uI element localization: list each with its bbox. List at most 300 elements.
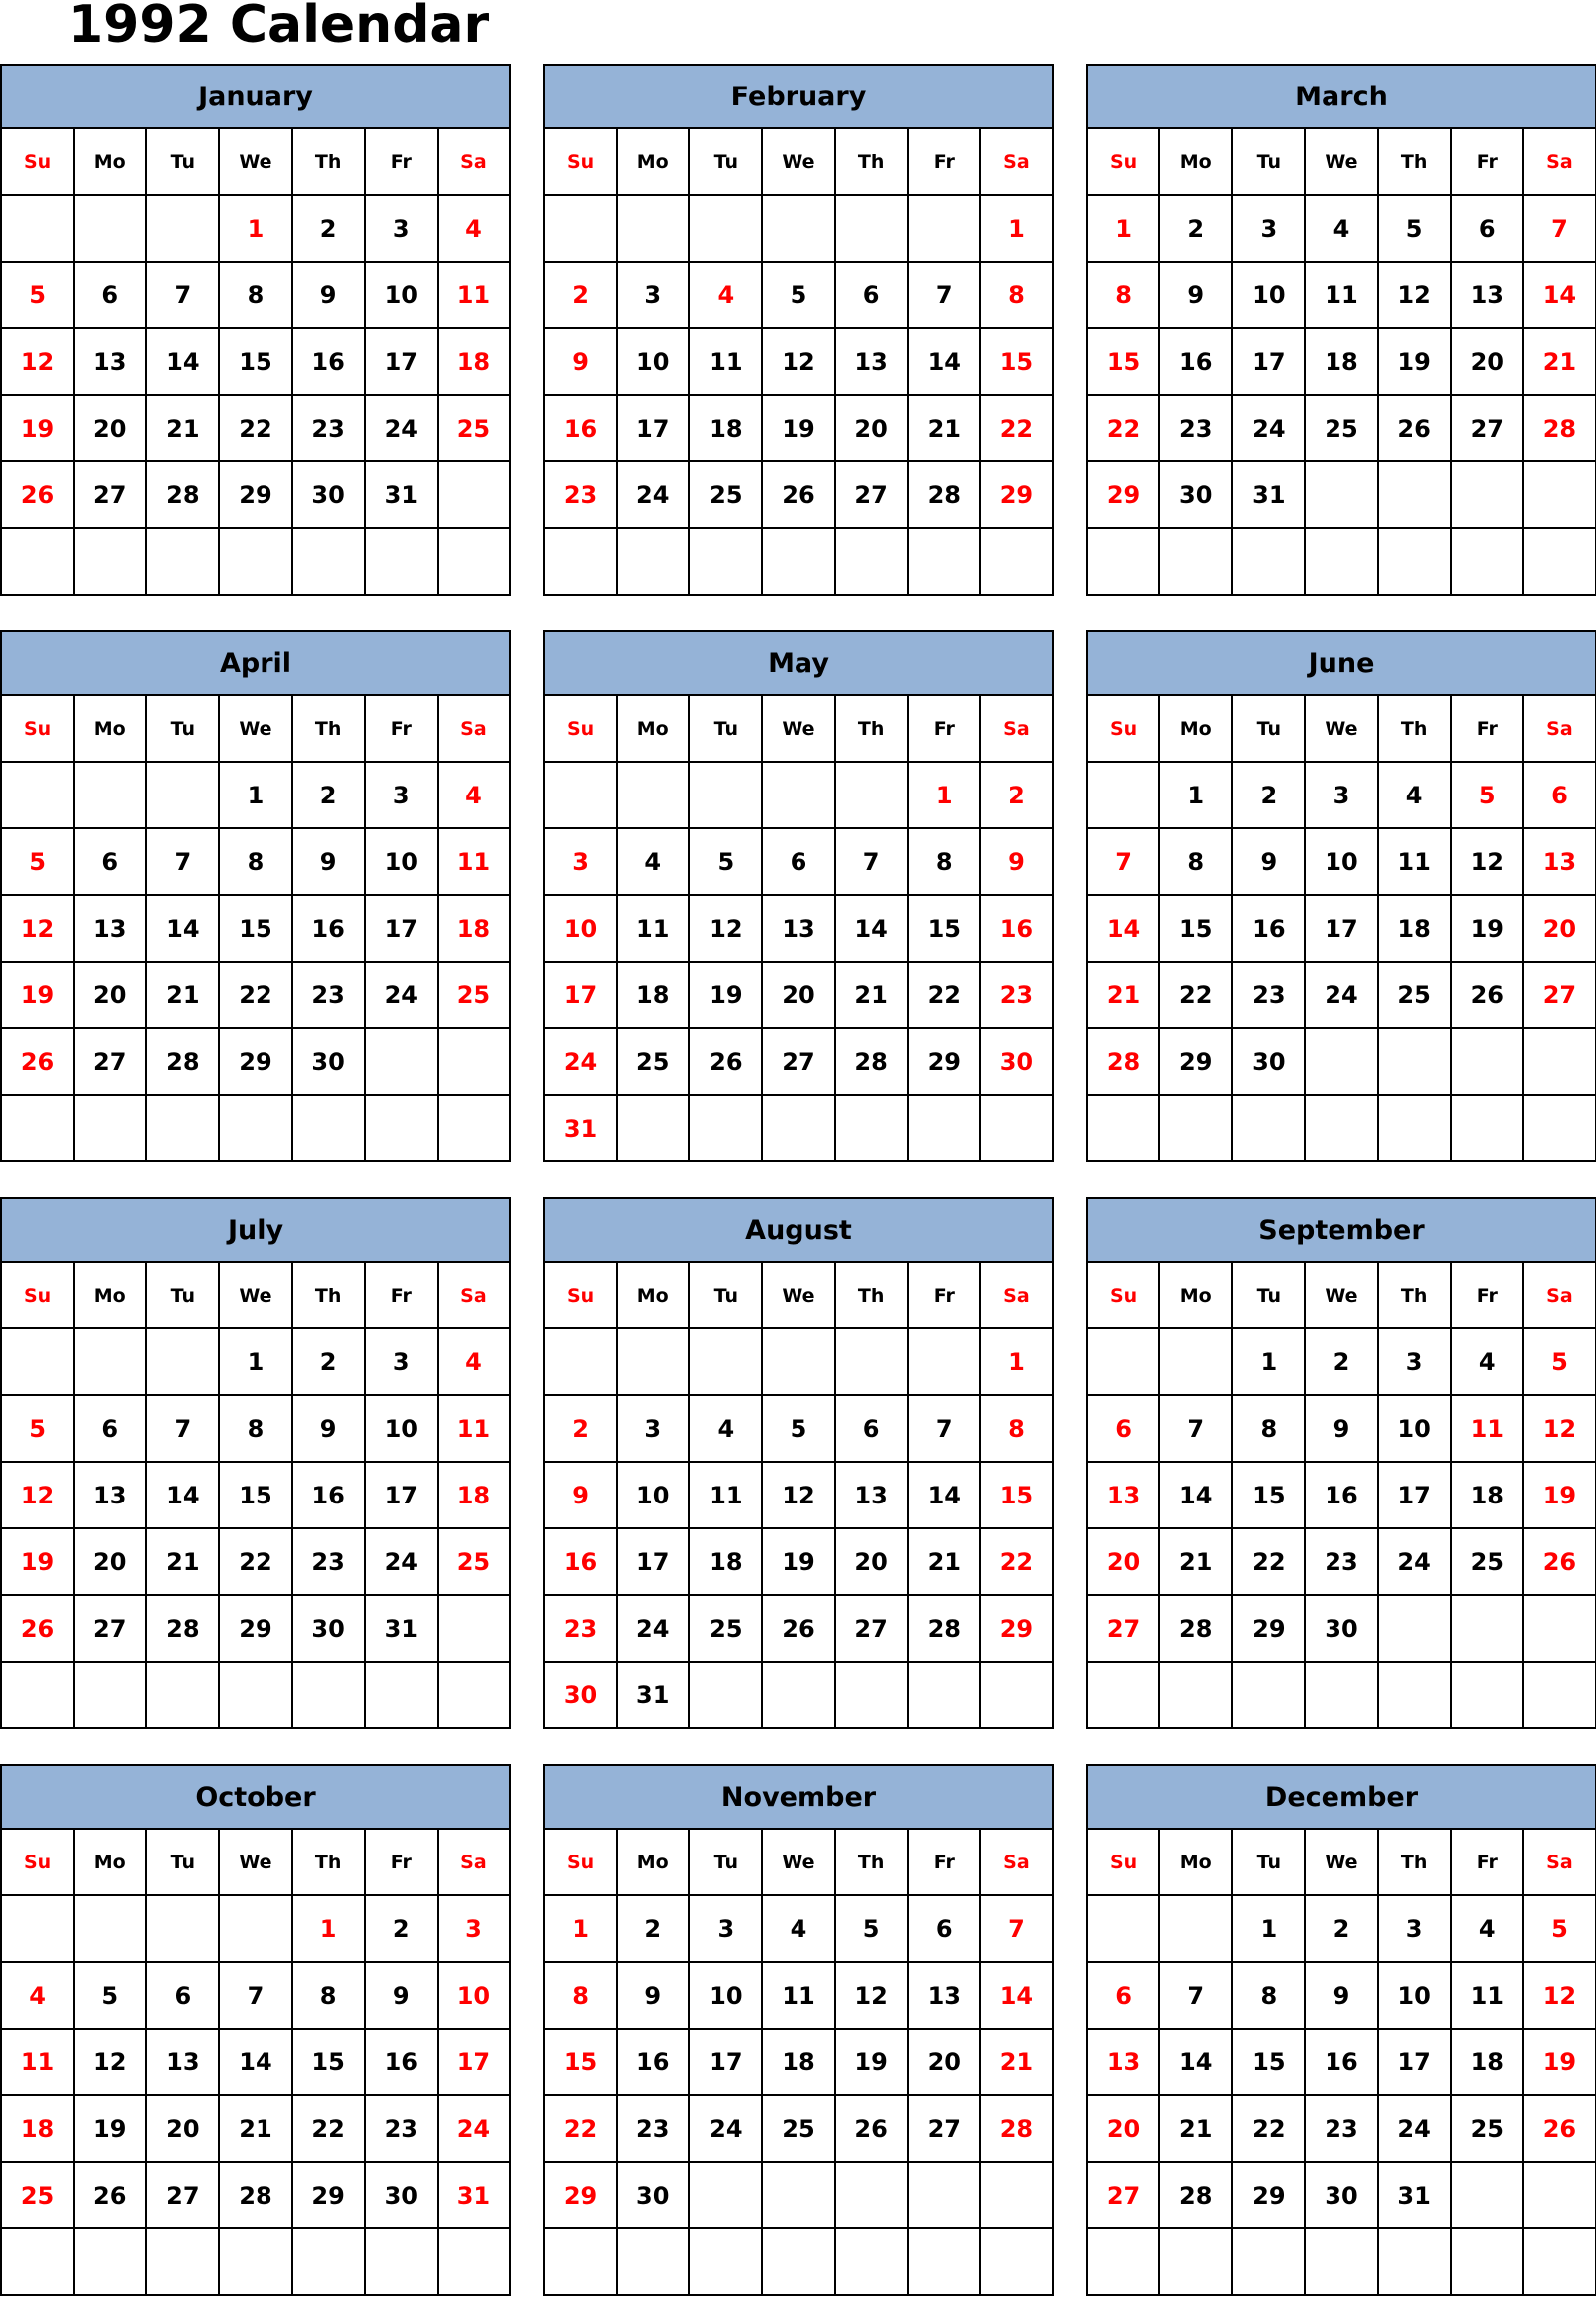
day-cell: 27	[1452, 396, 1524, 462]
weekday-header: Sa	[439, 1263, 511, 1329]
weekday-header: Su	[1088, 1830, 1160, 1896]
weekday-header: We	[763, 129, 835, 196]
day-cell: 3	[1379, 1896, 1452, 1963]
month-grid	[545, 129, 1054, 596]
empty-cell	[690, 1663, 763, 1729]
day-cell: 7	[147, 1396, 220, 1463]
month-may	[543, 630, 1054, 1162]
day-cell: 20	[1088, 1529, 1160, 1596]
empty-cell	[545, 1329, 618, 1396]
weekday-header: We	[220, 1830, 292, 1896]
month-december	[1086, 1764, 1596, 2296]
day-cell: 30	[1233, 1029, 1306, 1096]
day-cell: 14	[909, 329, 981, 396]
day-cell: 29	[545, 2163, 618, 2229]
day-cell: 8	[909, 829, 981, 896]
weekday-header: Fr	[1452, 1263, 1524, 1329]
empty-cell	[293, 529, 366, 596]
day-cell: 3	[1233, 196, 1306, 263]
empty-cell	[1233, 1096, 1306, 1162]
empty-cell	[981, 1663, 1054, 1729]
empty-cell	[1452, 462, 1524, 529]
day-cell: 13	[836, 329, 909, 396]
day-cell: 5	[1524, 1896, 1596, 1963]
day-cell: 3	[1379, 1329, 1452, 1396]
day-cell: 27	[836, 462, 909, 529]
day-cell: 4	[618, 829, 690, 896]
day-cell: 29	[981, 1596, 1054, 1663]
empty-cell	[1088, 2229, 1160, 2296]
day-cell: 17	[1379, 1463, 1452, 1529]
day-cell: 14	[147, 329, 220, 396]
day-cell: 14	[220, 2030, 292, 2096]
day-cell: 10	[366, 1396, 439, 1463]
weekday-header: Th	[1379, 696, 1452, 763]
day-cell: 31	[366, 1596, 439, 1663]
day-cell: 24	[618, 462, 690, 529]
empty-cell	[909, 1663, 981, 1729]
day-cell: 22	[981, 1529, 1054, 1596]
empty-cell	[1379, 462, 1452, 529]
day-cell: 1	[220, 1329, 292, 1396]
day-cell: 7	[1524, 196, 1596, 263]
day-cell: 28	[909, 462, 981, 529]
day-cell: 12	[1379, 263, 1452, 329]
month-november	[543, 1764, 1054, 2296]
empty-cell	[147, 1096, 220, 1162]
empty-cell	[1233, 529, 1306, 596]
empty-cell	[366, 1029, 439, 1096]
day-cell: 24	[366, 1529, 439, 1596]
empty-cell	[439, 1029, 511, 1096]
empty-cell	[836, 2163, 909, 2229]
day-cell: 20	[836, 1529, 909, 1596]
day-cell: 19	[1379, 329, 1452, 396]
day-cell: 1	[981, 196, 1054, 263]
day-cell: 18	[439, 329, 511, 396]
day-cell: 9	[293, 829, 366, 896]
empty-cell	[909, 196, 981, 263]
weekday-header: Mo	[618, 1263, 690, 1329]
day-cell: 2	[293, 1329, 366, 1396]
empty-cell	[1306, 1029, 1378, 1096]
month-grid	[545, 696, 1054, 1162]
day-cell: 18	[439, 1463, 511, 1529]
weekday-header: Fr	[366, 1263, 439, 1329]
empty-cell	[1088, 1096, 1160, 1162]
weekday-header: Sa	[981, 696, 1054, 763]
day-cell: 3	[366, 763, 439, 829]
empty-cell	[147, 1663, 220, 1729]
day-cell: 4	[439, 1329, 511, 1396]
day-cell: 10	[618, 1463, 690, 1529]
day-cell: 2	[981, 763, 1054, 829]
empty-cell	[1379, 529, 1452, 596]
weekday-header: Fr	[909, 1263, 981, 1329]
empty-cell	[366, 2229, 439, 2296]
day-cell: 14	[147, 896, 220, 963]
day-cell: 16	[1233, 896, 1306, 963]
weekday-header: Mo	[75, 696, 147, 763]
weekday-header: Fr	[1452, 1830, 1524, 1896]
empty-cell	[220, 529, 292, 596]
day-cell: 16	[618, 2030, 690, 2096]
empty-cell	[1524, 462, 1596, 529]
empty-cell	[220, 1896, 292, 1963]
day-cell: 3	[366, 1329, 439, 1396]
day-cell: 30	[1160, 462, 1233, 529]
day-cell: 9	[293, 1396, 366, 1463]
weekday-header: Sa	[439, 129, 511, 196]
empty-cell	[763, 1329, 835, 1396]
day-cell: 31	[366, 462, 439, 529]
day-cell: 2	[1306, 1896, 1378, 1963]
day-cell: 20	[1524, 896, 1596, 963]
day-cell: 31	[545, 1096, 618, 1162]
day-cell: 23	[545, 462, 618, 529]
day-cell: 29	[220, 462, 292, 529]
empty-cell	[366, 529, 439, 596]
day-cell: 27	[1088, 1596, 1160, 1663]
day-cell: 6	[1452, 196, 1524, 263]
day-cell: 14	[1524, 263, 1596, 329]
day-cell: 19	[2, 1529, 75, 1596]
empty-cell	[2, 763, 75, 829]
day-cell: 13	[1452, 263, 1524, 329]
day-cell: 24	[1379, 1529, 1452, 1596]
day-cell: 10	[366, 829, 439, 896]
day-cell: 12	[836, 1963, 909, 2030]
day-cell: 12	[763, 1463, 835, 1529]
day-cell: 30	[981, 1029, 1054, 1096]
empty-cell	[690, 529, 763, 596]
empty-cell	[1088, 763, 1160, 829]
month-grid	[2, 129, 511, 596]
day-cell: 1	[220, 196, 292, 263]
empty-cell	[763, 1663, 835, 1729]
day-cell: 24	[545, 1029, 618, 1096]
month-january	[0, 64, 511, 596]
empty-cell	[836, 1663, 909, 1729]
day-cell: 18	[1452, 2030, 1524, 2096]
weekday-header: Su	[1088, 696, 1160, 763]
weekday-header: Mo	[1160, 129, 1233, 196]
empty-cell	[1306, 1663, 1378, 1729]
day-cell: 14	[1160, 1463, 1233, 1529]
weekday-header: Fr	[909, 129, 981, 196]
day-cell: 20	[1452, 329, 1524, 396]
page-title: 1992 Calendar	[68, 0, 490, 55]
weekday-header: Th	[293, 1830, 366, 1896]
weekday-header: Th	[1379, 1263, 1452, 1329]
day-cell: 27	[75, 462, 147, 529]
empty-cell	[439, 529, 511, 596]
weekday-header: Sa	[439, 1830, 511, 1896]
day-cell: 19	[690, 963, 763, 1029]
day-cell: 29	[909, 1029, 981, 1096]
day-cell: 4	[763, 1896, 835, 1963]
day-cell: 15	[220, 1463, 292, 1529]
weekday-header: Su	[2, 129, 75, 196]
day-cell: 6	[1524, 763, 1596, 829]
day-cell: 11	[618, 896, 690, 963]
day-cell: 21	[220, 2096, 292, 2163]
empty-cell	[1379, 1596, 1452, 1663]
empty-cell	[618, 196, 690, 263]
day-cell: 10	[1379, 1963, 1452, 2030]
weekday-header: We	[763, 1263, 835, 1329]
day-cell: 8	[1233, 1963, 1306, 2030]
weekday-header: Su	[545, 1830, 618, 1896]
day-cell: 24	[366, 963, 439, 1029]
weekday-header: Th	[1379, 129, 1452, 196]
day-cell: 14	[909, 1463, 981, 1529]
day-cell: 4	[1306, 196, 1378, 263]
empty-cell	[147, 763, 220, 829]
weekday-header: Tu	[1233, 1830, 1306, 1896]
day-cell: 19	[1524, 1463, 1596, 1529]
day-cell: 20	[1088, 2096, 1160, 2163]
day-cell: 29	[293, 2163, 366, 2229]
day-cell: 2	[545, 1396, 618, 1463]
weekday-header: We	[220, 696, 292, 763]
weekday-header: Fr	[366, 1830, 439, 1896]
weekday-header: We	[1306, 1263, 1378, 1329]
empty-cell	[1088, 1896, 1160, 1963]
empty-cell	[836, 763, 909, 829]
weekday-header: Fr	[909, 696, 981, 763]
day-cell: 7	[1160, 1396, 1233, 1463]
day-cell: 18	[1306, 329, 1378, 396]
day-cell: 17	[439, 2030, 511, 2096]
day-cell: 16	[545, 396, 618, 462]
day-cell: 11	[690, 329, 763, 396]
day-cell: 15	[1233, 1463, 1306, 1529]
day-cell: 27	[75, 1596, 147, 1663]
day-cell: 26	[2, 1029, 75, 1096]
weekday-header: Sa	[1524, 1830, 1596, 1896]
day-cell: 11	[1306, 263, 1378, 329]
day-cell: 25	[1306, 396, 1378, 462]
weekday-header: Tu	[690, 1263, 763, 1329]
day-cell: 26	[1524, 2096, 1596, 2163]
day-cell: 3	[1306, 763, 1378, 829]
day-cell: 23	[1233, 963, 1306, 1029]
empty-cell	[909, 1096, 981, 1162]
empty-cell	[439, 2229, 511, 2296]
weekday-header: Th	[836, 1263, 909, 1329]
day-cell: 15	[220, 896, 292, 963]
day-cell: 19	[2, 963, 75, 1029]
day-cell: 15	[1160, 896, 1233, 963]
day-cell: 27	[1524, 963, 1596, 1029]
empty-cell	[147, 1896, 220, 1963]
empty-cell	[1379, 1029, 1452, 1096]
day-cell: 30	[1306, 1596, 1378, 1663]
day-cell: 21	[909, 396, 981, 462]
month-grid	[1088, 129, 1596, 596]
weekday-header: We	[220, 1263, 292, 1329]
empty-cell	[147, 529, 220, 596]
day-cell: 21	[147, 963, 220, 1029]
day-cell: 19	[836, 2030, 909, 2096]
month-september	[1086, 1197, 1596, 1729]
empty-cell	[1233, 2229, 1306, 2296]
day-cell: 20	[75, 396, 147, 462]
day-cell: 25	[618, 1029, 690, 1096]
day-cell: 17	[1306, 896, 1378, 963]
month-april	[0, 630, 511, 1162]
empty-cell	[75, 763, 147, 829]
day-cell: 5	[836, 1896, 909, 1963]
day-cell: 24	[439, 2096, 511, 2163]
day-cell: 1	[1233, 1329, 1306, 1396]
day-cell: 20	[147, 2096, 220, 2163]
day-cell: 10	[1379, 1396, 1452, 1463]
empty-cell	[1452, 529, 1524, 596]
empty-cell	[981, 2229, 1054, 2296]
empty-cell	[293, 1663, 366, 1729]
day-cell: 10	[366, 263, 439, 329]
day-cell: 31	[439, 2163, 511, 2229]
day-cell: 21	[147, 396, 220, 462]
day-cell: 27	[1088, 2163, 1160, 2229]
day-cell: 6	[1088, 1396, 1160, 1463]
day-cell: 15	[1088, 329, 1160, 396]
day-cell: 1	[545, 1896, 618, 1963]
day-cell: 7	[836, 829, 909, 896]
day-cell: 9	[981, 829, 1054, 896]
day-cell: 1	[1088, 196, 1160, 263]
day-cell: 28	[909, 1596, 981, 1663]
day-cell: 24	[1379, 2096, 1452, 2163]
day-cell: 17	[618, 396, 690, 462]
empty-cell	[439, 462, 511, 529]
day-cell: 19	[75, 2096, 147, 2163]
day-cell: 10	[545, 896, 618, 963]
empty-cell	[2, 2229, 75, 2296]
empty-cell	[293, 1096, 366, 1162]
day-cell: 16	[1306, 1463, 1378, 1529]
empty-cell	[1160, 1096, 1233, 1162]
empty-cell	[1524, 1029, 1596, 1096]
day-cell: 19	[1524, 2030, 1596, 2096]
day-cell: 16	[293, 896, 366, 963]
empty-cell	[545, 763, 618, 829]
day-cell: 1	[1160, 763, 1233, 829]
day-cell: 23	[1306, 1529, 1378, 1596]
day-cell: 1	[909, 763, 981, 829]
empty-cell	[1524, 2229, 1596, 2296]
empty-cell	[618, 1329, 690, 1396]
day-cell: 31	[1233, 462, 1306, 529]
day-cell: 26	[1379, 396, 1452, 462]
empty-cell	[690, 1329, 763, 1396]
day-cell: 4	[690, 263, 763, 329]
day-cell: 5	[1524, 1329, 1596, 1396]
weekday-header: Fr	[366, 696, 439, 763]
day-cell: 22	[1233, 2096, 1306, 2163]
month-name: May	[545, 632, 1054, 696]
day-cell: 10	[618, 329, 690, 396]
weekday-header: Su	[2, 1263, 75, 1329]
day-cell: 26	[1524, 1529, 1596, 1596]
month-name: February	[545, 66, 1054, 129]
day-cell: 28	[1160, 2163, 1233, 2229]
day-cell: 26	[2, 462, 75, 529]
day-cell: 8	[220, 1396, 292, 1463]
day-cell: 16	[545, 1529, 618, 1596]
day-cell: 26	[763, 462, 835, 529]
empty-cell	[220, 1096, 292, 1162]
month-name: November	[545, 1766, 1054, 1830]
day-cell: 6	[75, 1396, 147, 1463]
day-cell: 11	[690, 1463, 763, 1529]
weekday-header: Th	[836, 129, 909, 196]
day-cell: 23	[293, 963, 366, 1029]
day-cell: 18	[1452, 1463, 1524, 1529]
empty-cell	[75, 1663, 147, 1729]
day-cell: 7	[147, 829, 220, 896]
empty-cell	[690, 196, 763, 263]
day-cell: 28	[147, 1596, 220, 1663]
empty-cell	[763, 196, 835, 263]
weekday-header: We	[763, 696, 835, 763]
empty-cell	[75, 196, 147, 263]
weekday-header: Sa	[1524, 696, 1596, 763]
weekday-header: Th	[293, 129, 366, 196]
day-cell: 19	[2, 396, 75, 462]
empty-cell	[293, 2229, 366, 2296]
day-cell: 25	[2, 2163, 75, 2229]
empty-cell	[836, 196, 909, 263]
empty-cell	[1379, 2229, 1452, 2296]
weekday-header: Mo	[1160, 1263, 1233, 1329]
day-cell: 13	[909, 1963, 981, 2030]
day-cell: 12	[2, 1463, 75, 1529]
day-cell: 21	[1160, 1529, 1233, 1596]
empty-cell	[1160, 1896, 1233, 1963]
empty-cell	[1452, 1096, 1524, 1162]
weekday-header: Th	[293, 696, 366, 763]
day-cell: 31	[618, 1663, 690, 1729]
day-cell: 7	[220, 1963, 292, 2030]
weekday-header: Tu	[1233, 129, 1306, 196]
month-grid	[545, 1830, 1054, 2296]
day-cell: 29	[981, 462, 1054, 529]
day-cell: 5	[75, 1963, 147, 2030]
weekday-header: Su	[545, 696, 618, 763]
day-cell: 15	[220, 329, 292, 396]
day-cell: 14	[1088, 896, 1160, 963]
weekday-header: Su	[545, 129, 618, 196]
day-cell: 2	[1233, 763, 1306, 829]
empty-cell	[75, 1096, 147, 1162]
day-cell: 16	[1160, 329, 1233, 396]
day-cell: 8	[293, 1963, 366, 2030]
day-cell: 14	[981, 1963, 1054, 2030]
day-cell: 8	[1160, 829, 1233, 896]
month-name: January	[2, 66, 511, 129]
day-cell: 9	[1233, 829, 1306, 896]
day-cell: 11	[763, 1963, 835, 2030]
day-cell: 13	[75, 329, 147, 396]
day-cell: 11	[2, 2030, 75, 2096]
month-august	[543, 1197, 1054, 1729]
empty-cell	[220, 1663, 292, 1729]
weekday-header: Fr	[1452, 696, 1524, 763]
empty-cell	[1160, 529, 1233, 596]
